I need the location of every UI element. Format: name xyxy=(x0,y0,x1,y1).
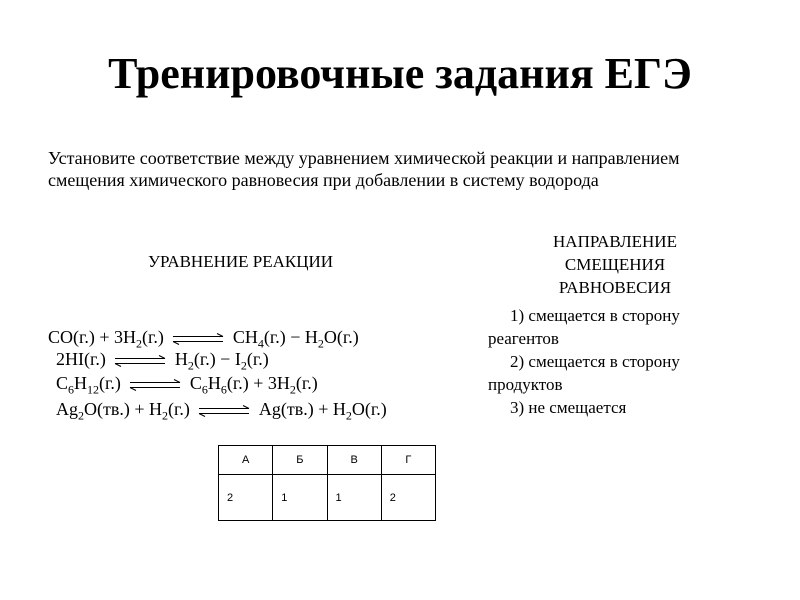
answer-table-header-row xyxy=(219,446,436,475)
eq1-rhs-t1: CH xyxy=(232,327,258,347)
right-header-line-2: СМЕЩЕНИЯ xyxy=(564,255,666,274)
option-3: 3) не смещается xyxy=(510,398,627,417)
equation-1 xyxy=(48,326,359,351)
answer-table xyxy=(218,445,436,521)
eq1-lhs-sub1: 2 xyxy=(136,336,142,351)
value-cell-g: 2 xyxy=(381,475,435,521)
equation-2 xyxy=(56,348,269,373)
eq4-rhs-t1: Ag(тв.) + H xyxy=(258,399,346,419)
equilibrium-arrow-icon xyxy=(114,355,166,367)
equation-1-rhs xyxy=(232,326,359,351)
page-title: Тренировочные задания ЕГЭ xyxy=(108,49,692,98)
task-line-2: смещения химического равновесия при добавлении в систему водорода xyxy=(48,170,599,190)
eq2-rhs-t2: (г.) − I xyxy=(193,349,241,369)
value-cell-b: 1 xyxy=(273,475,327,521)
option-2-line-2: продуктов xyxy=(488,375,563,394)
header-cell-b: Б xyxy=(273,446,327,475)
eq1-rhs-sub2: 2 xyxy=(317,336,324,351)
eq3-rhs-sub1: 6 xyxy=(201,382,208,397)
answer-table-value-row xyxy=(219,475,436,521)
option-1-line-2: реагентов xyxy=(488,329,559,348)
equation-4-rhs xyxy=(258,398,387,423)
eq1-rhs-t2: (г.) − H xyxy=(263,327,318,347)
equation-3-rhs xyxy=(189,372,318,397)
equilibrium-arrow-icon xyxy=(198,405,250,417)
equation-2-rhs xyxy=(174,348,269,373)
equilibrium-arrow-icon xyxy=(172,333,224,345)
eq4-lhs-t3: (г.) xyxy=(168,399,190,419)
header-cell-a: А xyxy=(219,446,273,475)
eq1-rhs-t3: O(г.) xyxy=(323,327,359,347)
eq3-rhs-t4: (г.) xyxy=(295,373,318,393)
eq2-rhs-sub2: 2 xyxy=(240,358,247,373)
eq1-rhs-sub1: 4 xyxy=(257,336,264,351)
eq4-rhs-t2: O(г.) xyxy=(351,399,387,419)
eq3-rhs-t3: (г.) + 3H xyxy=(226,373,290,393)
eq3-lhs-t3: (г.) xyxy=(99,373,121,393)
eq3-lhs-sub2: 12 xyxy=(87,382,100,397)
eq3-lhs-t1: C xyxy=(56,373,69,393)
equation-3-lhs xyxy=(56,372,121,397)
equation-3 xyxy=(56,372,318,397)
eq4-lhs-sub1: 2 xyxy=(78,408,84,423)
eq4-lhs-t1: Ag xyxy=(56,399,78,419)
equation-2-lhs: 2HI(г.) xyxy=(56,349,106,369)
option-2-line-1: 2) смещается в сторону xyxy=(510,352,680,371)
equilibrium-arrow-icon xyxy=(129,379,181,391)
eq4-lhs-sub2: 2 xyxy=(162,408,169,423)
option-1-line-1: 1) смещается в сторону xyxy=(510,306,680,325)
eq2-rhs-t1: H xyxy=(174,349,188,369)
equation-1-lhs xyxy=(48,326,164,351)
eq1-lhs-t2: (г.) xyxy=(142,327,164,347)
eq2-rhs-sub1: 2 xyxy=(187,358,194,373)
left-column-header: УРАВНЕНИЕ РЕАКЦИИ xyxy=(148,252,334,271)
eq3-rhs-t2: H xyxy=(207,373,221,393)
task-line-1: Установите соответствие между уравнением химической реакции и направлением xyxy=(48,148,680,168)
answer-options xyxy=(488,304,728,419)
eq3-rhs-sub3: 2 xyxy=(289,382,296,397)
eq1-lhs-t1: CO(г.) + 3H xyxy=(48,327,136,347)
header-cell-v: В xyxy=(327,446,381,475)
eq3-rhs-t1: C xyxy=(189,373,202,393)
equation-4-lhs xyxy=(56,398,190,423)
eq2-rhs-t3: (г.) xyxy=(246,349,269,369)
value-cell-a: 2 xyxy=(219,475,273,521)
right-header-line-1: НАПРАВЛЕНИЕ xyxy=(553,232,677,251)
right-column-header xyxy=(520,230,710,299)
task-text xyxy=(48,147,768,191)
right-header-line-3: РАВНОВЕСИЯ xyxy=(558,278,672,297)
eq4-lhs-t2: O(тв.) + H xyxy=(84,399,163,419)
eq3-rhs-sub2: 6 xyxy=(220,382,227,397)
equation-4 xyxy=(56,398,387,423)
value-cell-v: 1 xyxy=(327,475,381,521)
eq3-lhs-sub1: 6 xyxy=(68,382,75,397)
header-cell-g: Г xyxy=(381,446,435,475)
eq4-rhs-sub1: 2 xyxy=(345,408,352,423)
eq3-lhs-t2: H xyxy=(74,373,88,393)
